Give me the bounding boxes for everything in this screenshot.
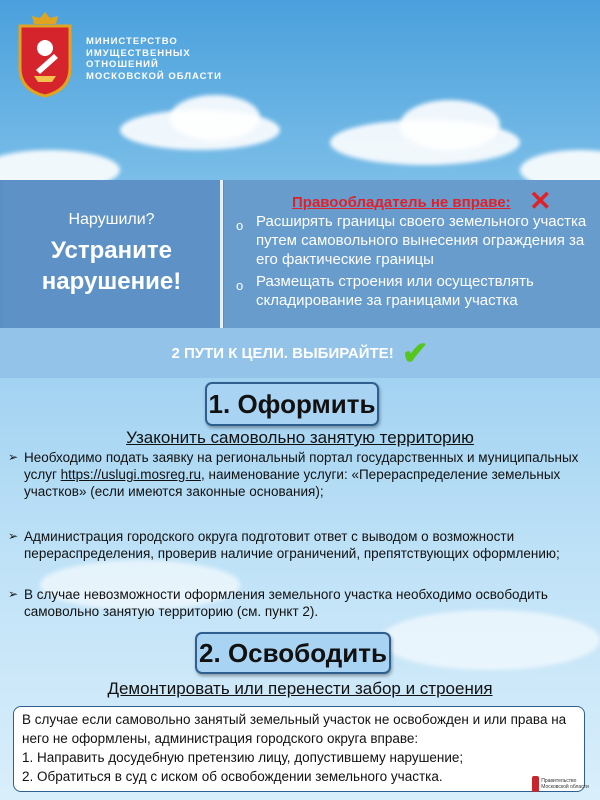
- banner: [0, 180, 600, 328]
- step2-button[interactable]: 2. Освободить: [195, 632, 391, 674]
- ministry-line: МОСКОВСКОЙ ОБЛАСТИ: [86, 70, 222, 82]
- prohibition-item: Расширять границы своего земельного участка путем самовольного вынесения ограждения за его фактические границы: [256, 213, 587, 268]
- goal-bar: [0, 328, 600, 378]
- question-text: Нарушили?: [68, 211, 155, 228]
- emblem-icon: [532, 776, 539, 792]
- government-logo: [532, 774, 592, 794]
- arrow-bullet-icon: ➢: [8, 529, 19, 543]
- prohibitions-panel: [224, 180, 600, 328]
- list-item: [8, 586, 588, 620]
- call-to-action: [3, 180, 223, 328]
- step1-button[interactable]: 1. Оформить: [205, 382, 379, 426]
- list-item: [8, 528, 588, 562]
- warning-title: Правообладатель не вправе:: [292, 194, 511, 211]
- step2-details-box: [13, 706, 585, 792]
- step1-subtitle: Узаконить самовольно занятую территорию: [126, 428, 474, 447]
- portal-link[interactable]: https://uslugi.mosreg.ru: [60, 467, 201, 482]
- arrow-bullet-icon: ➢: [8, 450, 19, 464]
- goal-text: 2 ПУТИ К ЦЕЛИ. ВЫБИРАЙТЕ!: [171, 344, 394, 362]
- circle-bullet-icon: o: [236, 278, 244, 293]
- box-text: В случае если самовольно занятый земельный участок не освобожден и или права на него не оформлены, администрация городского округа вправе:: [22, 712, 567, 746]
- item-text: , наименование услуги: «Перераспределение земельных участков» (если имеются законные основания);: [24, 467, 561, 499]
- arrow-bullet-icon: ➢: [8, 587, 19, 601]
- checkmark-icon: ✔: [401, 335, 429, 371]
- logo-text: Правительство Московской области: [541, 778, 589, 790]
- ministry-line: МИНИСТЕРСТВО: [86, 36, 178, 47]
- item-text: Необходимо подать заявку на региональный портал государственных и муниципальных услуг: [24, 450, 579, 482]
- box-text: 1. Направить досудебную претензию лицу, допустившему нарушение;: [22, 750, 464, 765]
- coat-of-arms-icon: [14, 10, 76, 98]
- step2-subtitle: Демонтировать или перенести забор и строения: [107, 679, 493, 698]
- prohibition-item: Размещать строения или осуществлять складирование за границами участка: [256, 273, 534, 309]
- item-text: В случае невозможности оформления земельного участка необходимо освободить самовольно занятую территорию (см. пункт 2).: [24, 587, 548, 619]
- box-text: 2. Обратиться в суд с иском об освобождении земельного участка.: [22, 769, 443, 784]
- item-text: Администрация городского округа подготовит ответ с выводом о возможности перераспределения, проверив наличие ограничений, препятствующих оформлению;: [24, 529, 560, 561]
- cross-icon: ✕: [529, 186, 552, 216]
- call-line: нарушение!: [41, 268, 182, 295]
- ministry-name: [86, 36, 286, 82]
- ministry-line: ОТНОШЕНИЙ: [86, 59, 159, 70]
- ministry-line: ИМУЩЕСТВЕННЫХ: [86, 47, 191, 59]
- header: [0, 0, 600, 180]
- circle-bullet-icon: o: [236, 218, 244, 233]
- list-item: [8, 449, 588, 500]
- call-line: Устраните: [51, 237, 172, 264]
